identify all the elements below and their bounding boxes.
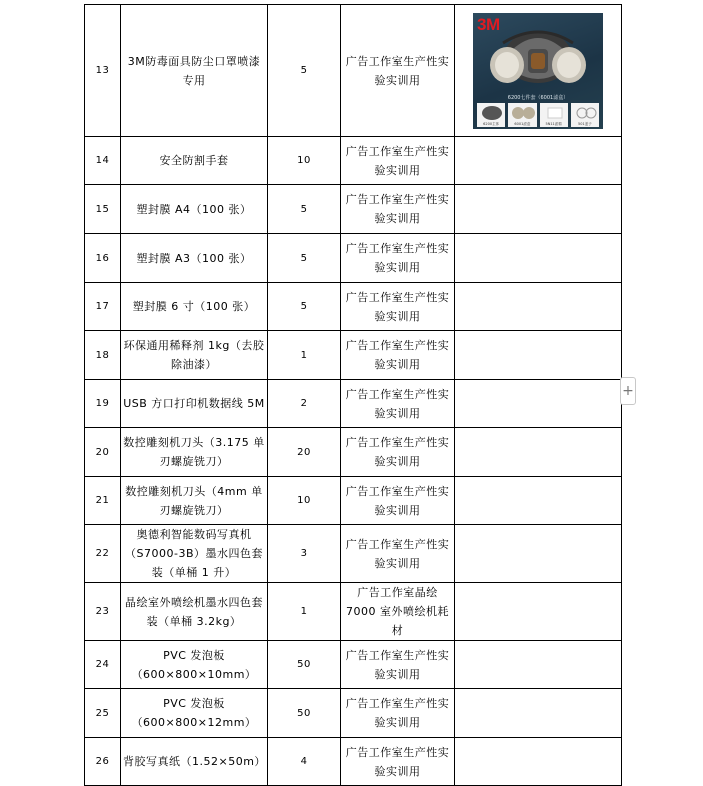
item-name: 塑封膜 6 寸（100 张） [121, 283, 268, 331]
table-row [85, 380, 622, 428]
item-name: 数控雕刻机刀头（4mm 单刃螺旋铣刀） [121, 477, 268, 525]
item-usage: 广告工作室生产性实验实训用 [341, 380, 455, 428]
table-row [85, 525, 622, 583]
item-name: 安全防割手套 [121, 137, 268, 185]
item-image-cell [455, 331, 622, 380]
item-quantity: 5 [268, 185, 341, 234]
respirator-product-image [473, 13, 603, 129]
item-usage: 广告工作室生产性实验实训用 [341, 477, 455, 525]
row-number: 26 [85, 738, 121, 786]
item-image-cell [455, 477, 622, 525]
item-image-cell [455, 583, 622, 641]
item-usage: 广告工作室生产性实验实训用 [341, 525, 455, 583]
item-quantity: 10 [268, 477, 341, 525]
thumbnail-label: 501盖子 [578, 121, 592, 126]
table-row [85, 477, 622, 525]
thumbnail-label: 5N11滤棉 [545, 121, 562, 126]
item-quantity: 10 [268, 137, 341, 185]
item-name: USB 方口打印机数据线 5M [121, 380, 268, 428]
thumbnail [508, 103, 536, 127]
item-image-cell [455, 185, 622, 234]
item-image-cell [455, 525, 622, 583]
item-name: 3M防毒面具防尘口罩喷漆专用 [121, 5, 268, 137]
thumbnail-label: 6200主体 [483, 121, 500, 126]
item-image-cell [455, 738, 622, 786]
row-number: 18 [85, 331, 121, 380]
item-quantity: 3 [268, 525, 341, 583]
item-quantity: 1 [268, 583, 341, 641]
item-name: 塑封膜 A3（100 张） [121, 234, 268, 283]
row-number: 22 [85, 525, 121, 583]
item-image-cell [455, 234, 622, 283]
item-image-cell [455, 5, 622, 137]
row-number: 20 [85, 428, 121, 477]
row-number: 13 [85, 5, 121, 137]
row-number: 15 [85, 185, 121, 234]
product-caption: 6200七件套（6001滤盒） [507, 94, 569, 101]
thumbnail [477, 103, 505, 127]
item-quantity: 4 [268, 738, 341, 786]
table-row [85, 185, 622, 234]
table-row [85, 331, 622, 380]
item-image-cell [455, 380, 622, 428]
table-row [85, 234, 622, 283]
item-usage: 广告工作室生产性实验实训用 [341, 689, 455, 738]
table-row [85, 583, 622, 641]
item-name: PVC 发泡板（600×800×10mm） [121, 641, 268, 689]
row-number: 21 [85, 477, 121, 525]
add-row-button[interactable]: + [620, 377, 636, 405]
product-thumbnails [477, 103, 599, 127]
item-name: 奥德利智能数码写真机（S7000-3B）墨水四色套装（单桶 1 升） [121, 525, 268, 583]
item-name: 环保通用稀释剂 1kg（去胶除油漆） [121, 331, 268, 380]
table-row [85, 283, 622, 331]
item-image-cell [455, 428, 622, 477]
row-number: 23 [85, 583, 121, 641]
item-image-cell [455, 137, 622, 185]
item-quantity: 50 [268, 689, 341, 738]
row-number: 16 [85, 234, 121, 283]
item-name: 数控雕刻机刀头（3.175 单刃螺旋铣刀） [121, 428, 268, 477]
item-usage: 广告工作室生产性实验实训用 [341, 283, 455, 331]
filter-pad-thumb-icon [541, 104, 569, 122]
item-quantity: 20 [268, 428, 341, 477]
row-number: 24 [85, 641, 121, 689]
item-name: 背胶写真纸（1.52×50m） [121, 738, 268, 786]
item-quantity: 2 [268, 380, 341, 428]
item-quantity: 5 [268, 283, 341, 331]
item-usage: 广告工作室生产性实验实训用 [341, 137, 455, 185]
thumbnail [540, 103, 568, 127]
item-name: PVC 发泡板（600×800×12mm） [121, 689, 268, 738]
cap-thumb-icon [572, 104, 600, 122]
thumbnail [571, 103, 599, 127]
item-quantity: 5 [268, 234, 341, 283]
item-quantity: 1 [268, 331, 341, 380]
item-usage: 广告工作室生产性实验实训用 [341, 738, 455, 786]
table-row [85, 5, 622, 137]
item-usage: 广告工作室生产性实验实训用 [341, 5, 455, 137]
table-row [85, 428, 622, 477]
item-usage: 广告工作室生产性实验实训用 [341, 428, 455, 477]
item-name: 晶绘室外喷绘机墨水四色套装（单桶 3.2kg） [121, 583, 268, 641]
table-row [85, 738, 622, 786]
item-usage: 广告工作室生产性实验实训用 [341, 234, 455, 283]
item-quantity: 5 [268, 5, 341, 137]
table-row [85, 689, 622, 738]
items-table [84, 4, 622, 786]
item-image-cell [455, 283, 622, 331]
brand-logo: 3M [477, 14, 500, 34]
item-usage: 广告工作室生产性实验实训用 [341, 331, 455, 380]
row-number: 25 [85, 689, 121, 738]
row-number: 17 [85, 283, 121, 331]
item-usage: 广告工作室生产性实验实训用 [341, 185, 455, 234]
item-image-cell [455, 641, 622, 689]
mask-thumb-icon [478, 104, 506, 122]
item-usage: 广告工作室晶绘 7000 室外喷绘机耗材 [341, 583, 455, 641]
item-image-cell [455, 689, 622, 738]
table-row [85, 641, 622, 689]
thumbnail-label: 6001滤盒 [514, 121, 531, 126]
row-number: 19 [85, 380, 121, 428]
item-quantity: 50 [268, 641, 341, 689]
respirator-mask-icon [473, 13, 603, 97]
row-number: 14 [85, 137, 121, 185]
cartridge-thumb-icon [509, 104, 537, 122]
item-name: 塑封膜 A4（100 张） [121, 185, 268, 234]
table-row [85, 137, 622, 185]
item-usage: 广告工作室生产性实验实训用 [341, 641, 455, 689]
